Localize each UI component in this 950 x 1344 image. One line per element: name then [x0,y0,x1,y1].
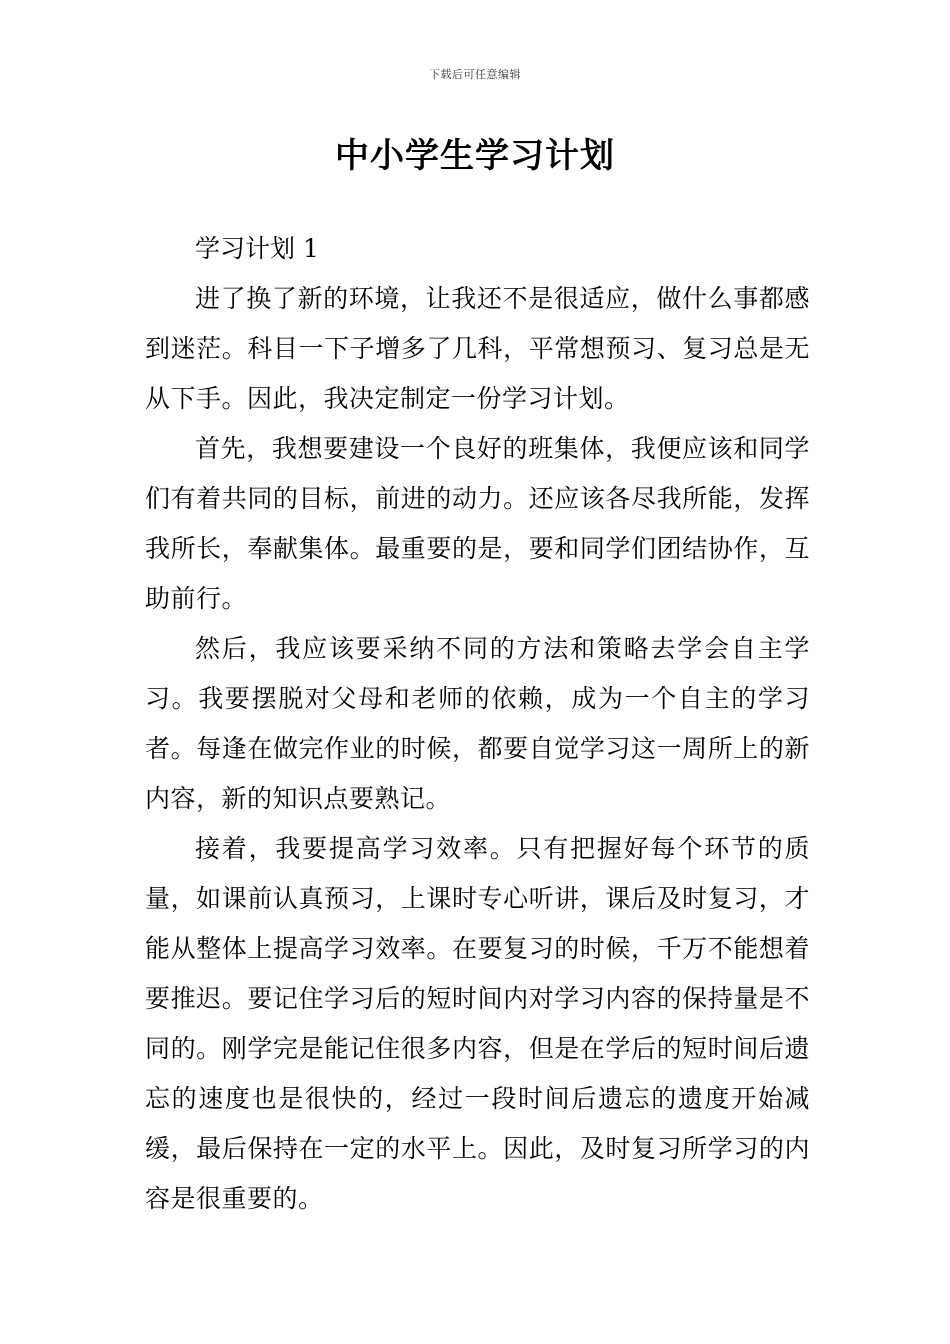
section-heading: 学习计划 1 [195,234,319,263]
paragraph-4: 接着，我要提高学习效率。只有把握好每个环节的质量，如课前认真预习，上课时专心听讲，课后及时复习，才能从整体上提高学习效率。在要复习的时候，千万不能想着要推迟。要记住学习后的短时间内对学习内容的保持量是不同的。刚学完是能记住很多内容，但是在学后的短时间后遗忘的速度也是很快的，经过一段时间后遗忘的遗度开始减缓，最后保持在一定的水平上。因此，及时复习所学习的内容是很重要的。 [145,834,810,1213]
paragraph-1: 进了换了新的环境，让我还不是很适应，做什么事都感到迷茫。科目一下子增多了几科，平常想预习、复习总是无从下手。因此，我决定制定一份学习计划。 [145,284,810,413]
paragraph-3: 然后，我应该要采纳不同的方法和策略去学会自主学习。我要摆脱对父母和老师的依赖，成为一个自主的学习者。每逢在做完作业的时候，都要自觉学习这一周所上的新内容，新的知识点要熟记。 [145,634,810,813]
document-title: 中小学生学习计划 [335,136,615,176]
paragraph-2: 首先，我想要建设一个良好的班集体，我便应该和同学们有着共同的目标，前进的动力。还应该各尽我所能，发挥我所长，奉献集体。最重要的是，要和同学们团结协作，互助前行。 [145,434,810,613]
header-note: 下载后可任意编辑 [429,68,521,81]
document-body [145,224,810,1224]
